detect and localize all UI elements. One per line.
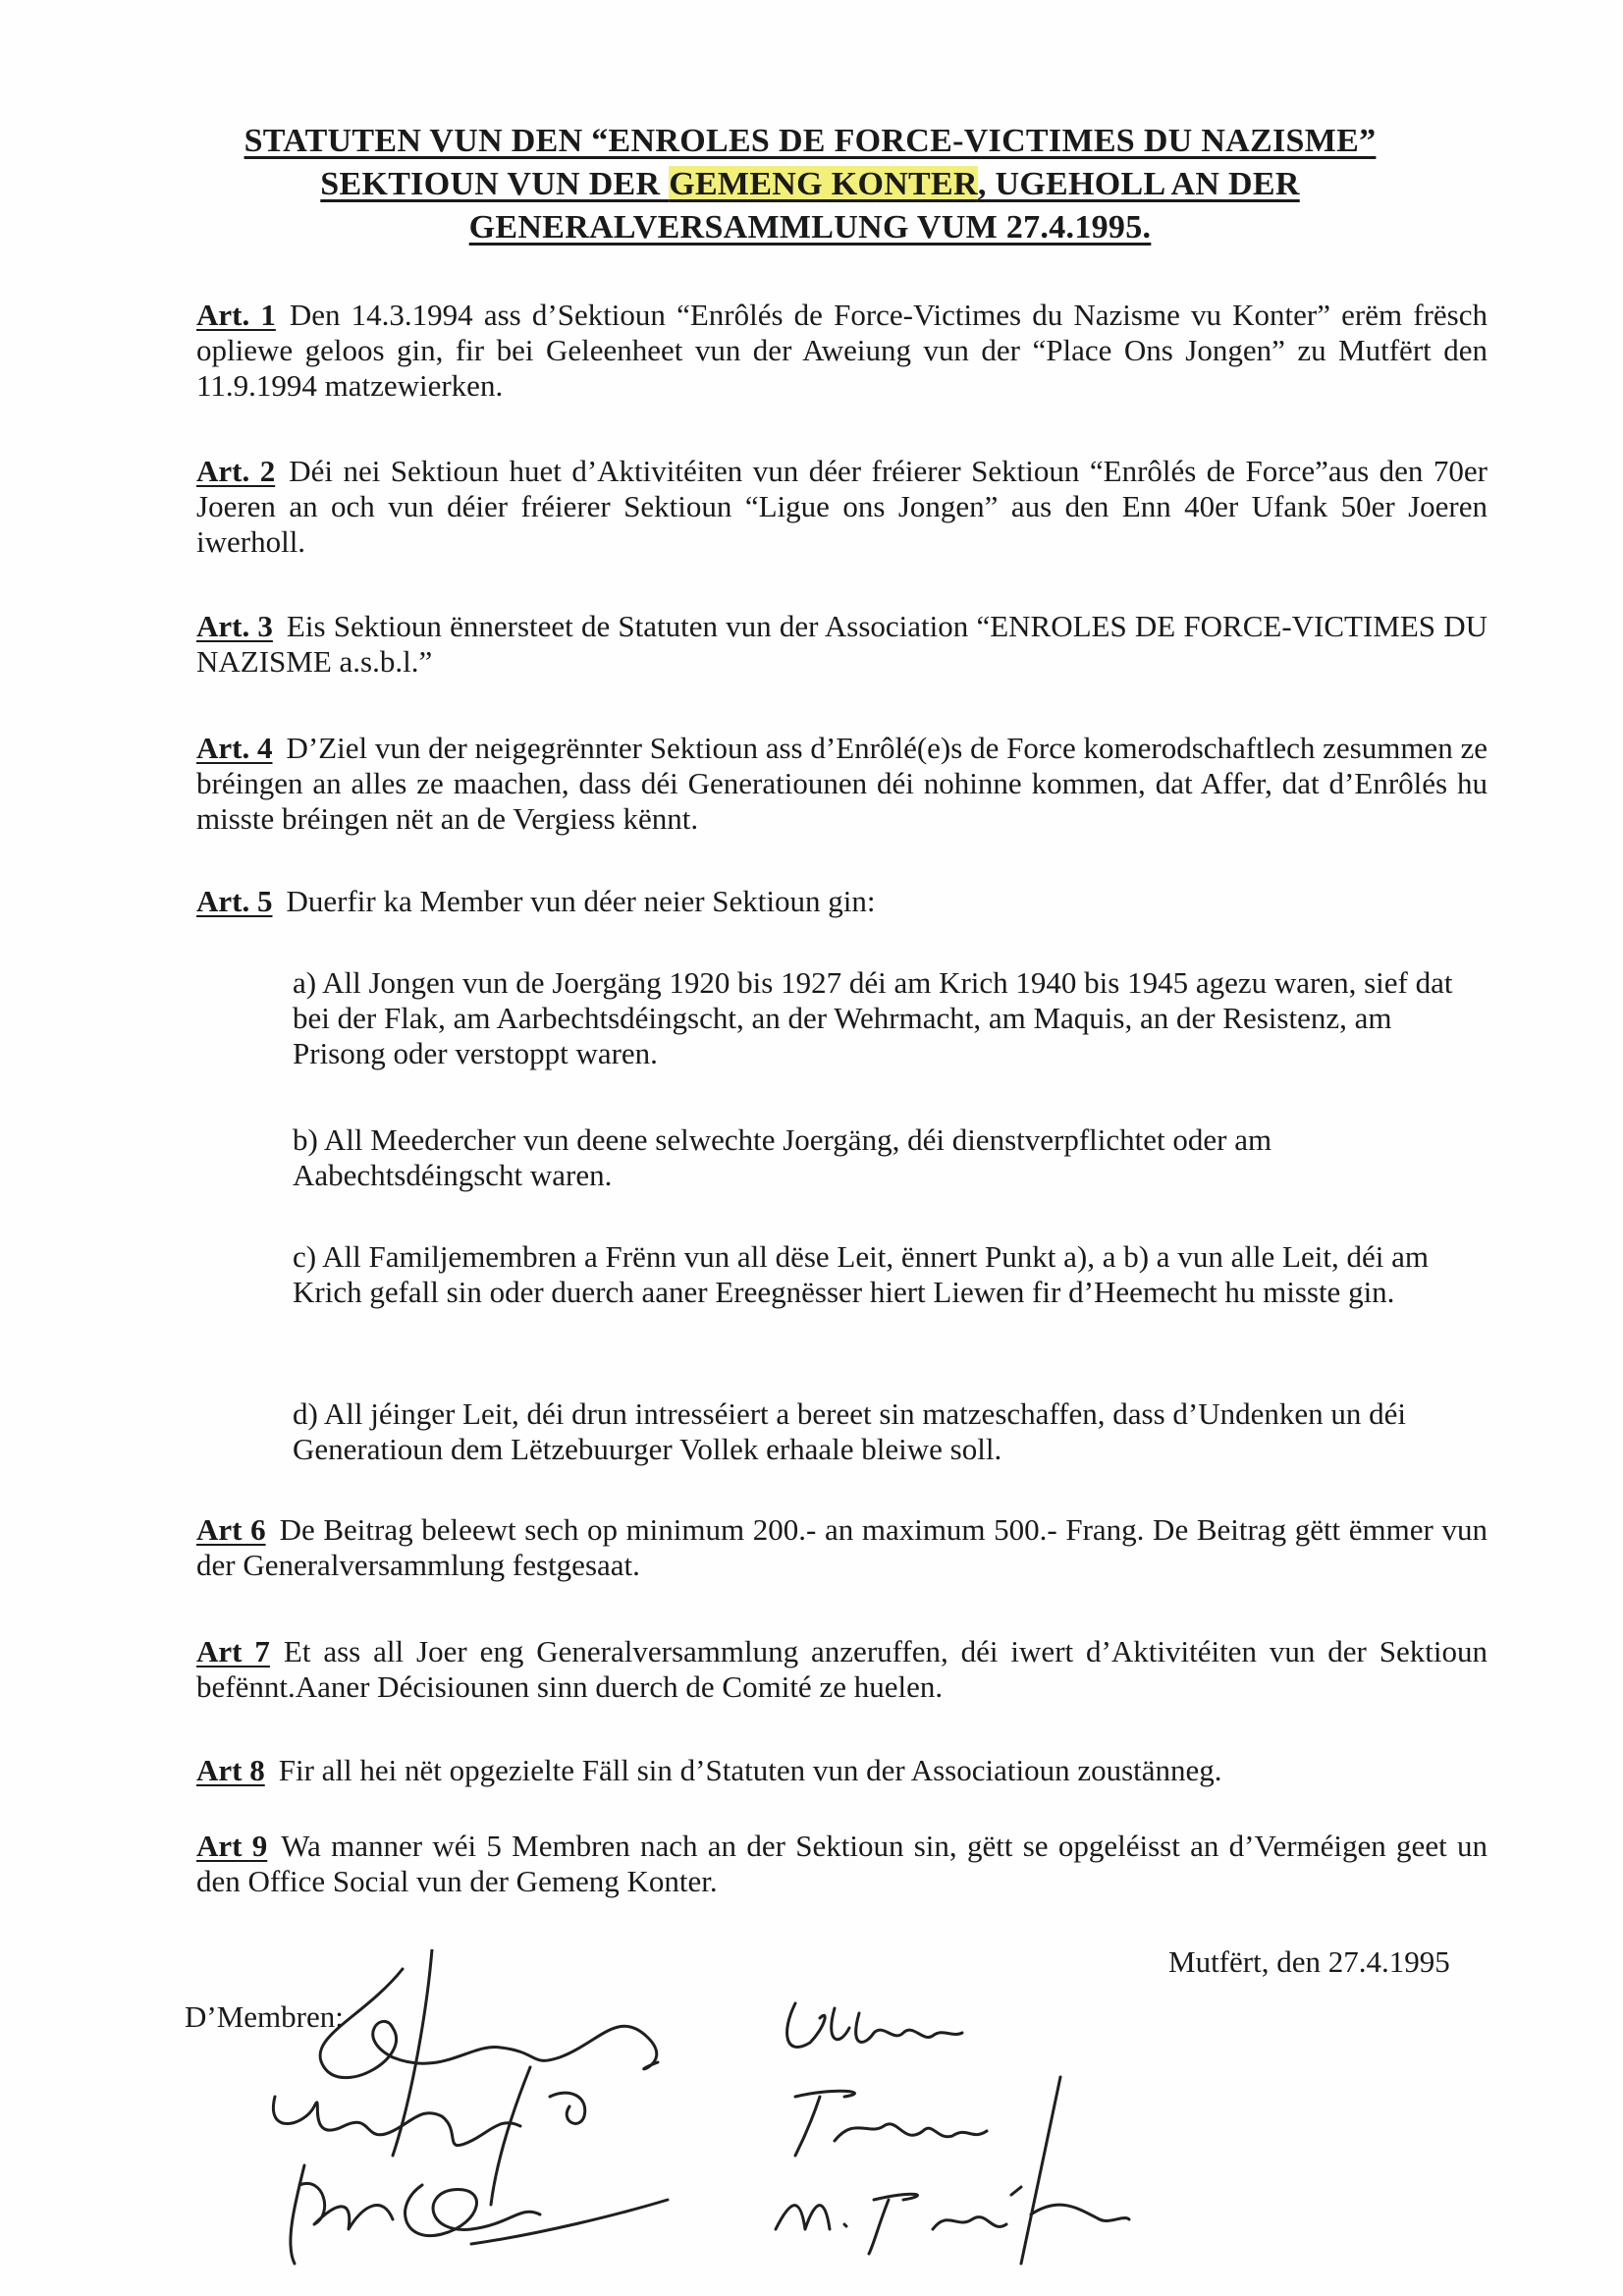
article-label: Art. 4 bbox=[196, 731, 273, 765]
title-line-2 bbox=[320, 166, 1299, 202]
article-3 bbox=[196, 609, 1488, 680]
title-line-1: STATUTEN VUN DEN “ENROLES DE FORCE-VICTIMES DU NAZISME” bbox=[243, 123, 1377, 159]
article-text: Déi nei Sektioun huet d’Aktivitéiten vun déer fréierer Sektioun “Enrôlés de Force”aus den 70er Joeren an och vun déier fréierer Sektioun “Ligue ons Jongen” aus den Enn 40er Ufank 50er Joeren iwerholl. bbox=[196, 454, 1488, 559]
article-5-item-c: c) All Familjemembren a Frënn vun all dëse Leit, ënnert Punkt a), a b) a vun alle Leit, déi am Krich gefall sin oder duerch aaner Ereegnësser hiert Liewen fir d’Heemecht hu misste gin. bbox=[293, 1239, 1429, 1309]
article-label: Art 7 bbox=[196, 1634, 270, 1668]
article-label: Art 8 bbox=[196, 1753, 265, 1787]
signature-scribble-6 bbox=[291, 2165, 393, 2264]
article-text: Wa manner wéi 5 Membren nach an der Sektioun sin, gëtt se opgeléisst an d’Verméigen geet un den Office Social vun der Gemeng Konter. bbox=[196, 1829, 1488, 1898]
title-line-2-end: , UGEHOLL AN DER bbox=[977, 166, 1300, 202]
signature-franzen bbox=[795, 2091, 987, 2156]
article-label: Art 6 bbox=[196, 1512, 266, 1547]
article-text: Fir all hei nët opgezielte Fäll sin d’Statuten vun der Associatioun zoustänneg. bbox=[278, 1753, 1222, 1787]
article-label: Art 9 bbox=[196, 1829, 268, 1863]
title-line-3: GENERALVERSAMMLUNG VUM 27.4.1995. bbox=[468, 209, 1152, 246]
article-1 bbox=[196, 298, 1488, 404]
article-6 bbox=[196, 1512, 1488, 1583]
title-highlight-gemeng-konter: GEMENG KONTER bbox=[669, 166, 978, 202]
article-text: Den 14.3.1994 ass d’Sektioun “Enrôlés de Force-Victimes du Nazisme vu Konter” erëm frësch opliewe geloos gin, fir bei Geleenheet vun der Aweiung vun der “Place Ons Jongen” zu Mutfërt den 11.9.1994 matzewierken. bbox=[196, 298, 1488, 403]
article-text: De Beitrag beleewt sech op minimum 200.- an maximum 500.- Frang. De Beitrag gëtt ëmmer vun der Generalversammlung festgesaat. bbox=[196, 1512, 1488, 1582]
article-7 bbox=[196, 1634, 1488, 1705]
members-label: D’Membren: bbox=[185, 1999, 344, 2034]
place-and-date: Mutfërt, den 27.4.1995 bbox=[1168, 1944, 1450, 1979]
article-5-item-a: a) All Jongen vun de Joergäng 1920 bis 1927 déi am Krich 1940 bis 1945 agezu waren, sief dat bei der Flak, am Aarbechtsdéingscht, an der Wehrmacht, am Maquis, an der Resistenz, am Prisong oder verstoppt waren. bbox=[293, 965, 1453, 1070]
signature-hoffmann bbox=[787, 2003, 962, 2047]
signature-scribble-7 bbox=[406, 2185, 540, 2236]
article-9 bbox=[196, 1829, 1488, 1899]
article-label: Art. 5 bbox=[196, 884, 273, 918]
article-5-item-d: d) All jéinger Leit, déi drun intresséiert a bereet sin matzeschaffen, dass d’Undenken un déi Generatioun dem Lëtzebuurger Vollek erhaale bleiwe soll. bbox=[293, 1396, 1406, 1466]
article-5 bbox=[196, 884, 1488, 919]
article-label: Art. 2 bbox=[196, 454, 276, 488]
article-text: Et ass all Joer eng Generalversammlung anzeruffen, déi iwert d’Aktivitéiten vun der Sektioun befënnt.Aaner Décisiounen sinn duerch de Comité ze huelen. bbox=[196, 1634, 1488, 1704]
signature-scribble-5 bbox=[550, 2093, 585, 2123]
signature-scribble-1 bbox=[320, 1969, 658, 2078]
article-label: Art. 3 bbox=[196, 609, 273, 643]
title-line-2-start: SEKTIOUN VUN DER bbox=[320, 166, 670, 202]
article-text: Duerfir ka Member vun déer neier Sektioun gin: bbox=[286, 884, 876, 918]
signatures-block bbox=[245, 1949, 1227, 2273]
article-8 bbox=[196, 1753, 1488, 1788]
signature-flavie-flourish bbox=[1021, 2077, 1129, 2264]
article-2 bbox=[196, 454, 1488, 560]
article-text: Eis Sektioun ënnersteet de Statuten vun der Association “ENROLES DE FORCE-VICTIMES DU NAZISME a.s.b.l.” bbox=[196, 609, 1488, 679]
article-4 bbox=[196, 731, 1488, 837]
article-5-item-b: b) All Meedercher vun deene selwechte Joergäng, déi dienstverpflichtet oder am Aabechtsdéingscht waren. bbox=[293, 1122, 1272, 1192]
signature-scribble-4 bbox=[491, 2067, 530, 2205]
article-text: D’Ziel vun der neigegrënnter Sektioun ass d’Enrôlé(e)s de Force komerodschaftlech zesummen ze bréingen an alles ze maachen, dass déi Generatiounen déi nohinne kommen, dat Affer, dat d’Enrôlés hu misste bréingen nët an de Vergiess kënnt. bbox=[196, 731, 1488, 836]
document-title bbox=[157, 120, 1463, 249]
signature-scribble-2 bbox=[393, 1949, 432, 2156]
article-label: Art. 1 bbox=[196, 298, 276, 332]
signature-flavie bbox=[776, 2187, 1021, 2254]
